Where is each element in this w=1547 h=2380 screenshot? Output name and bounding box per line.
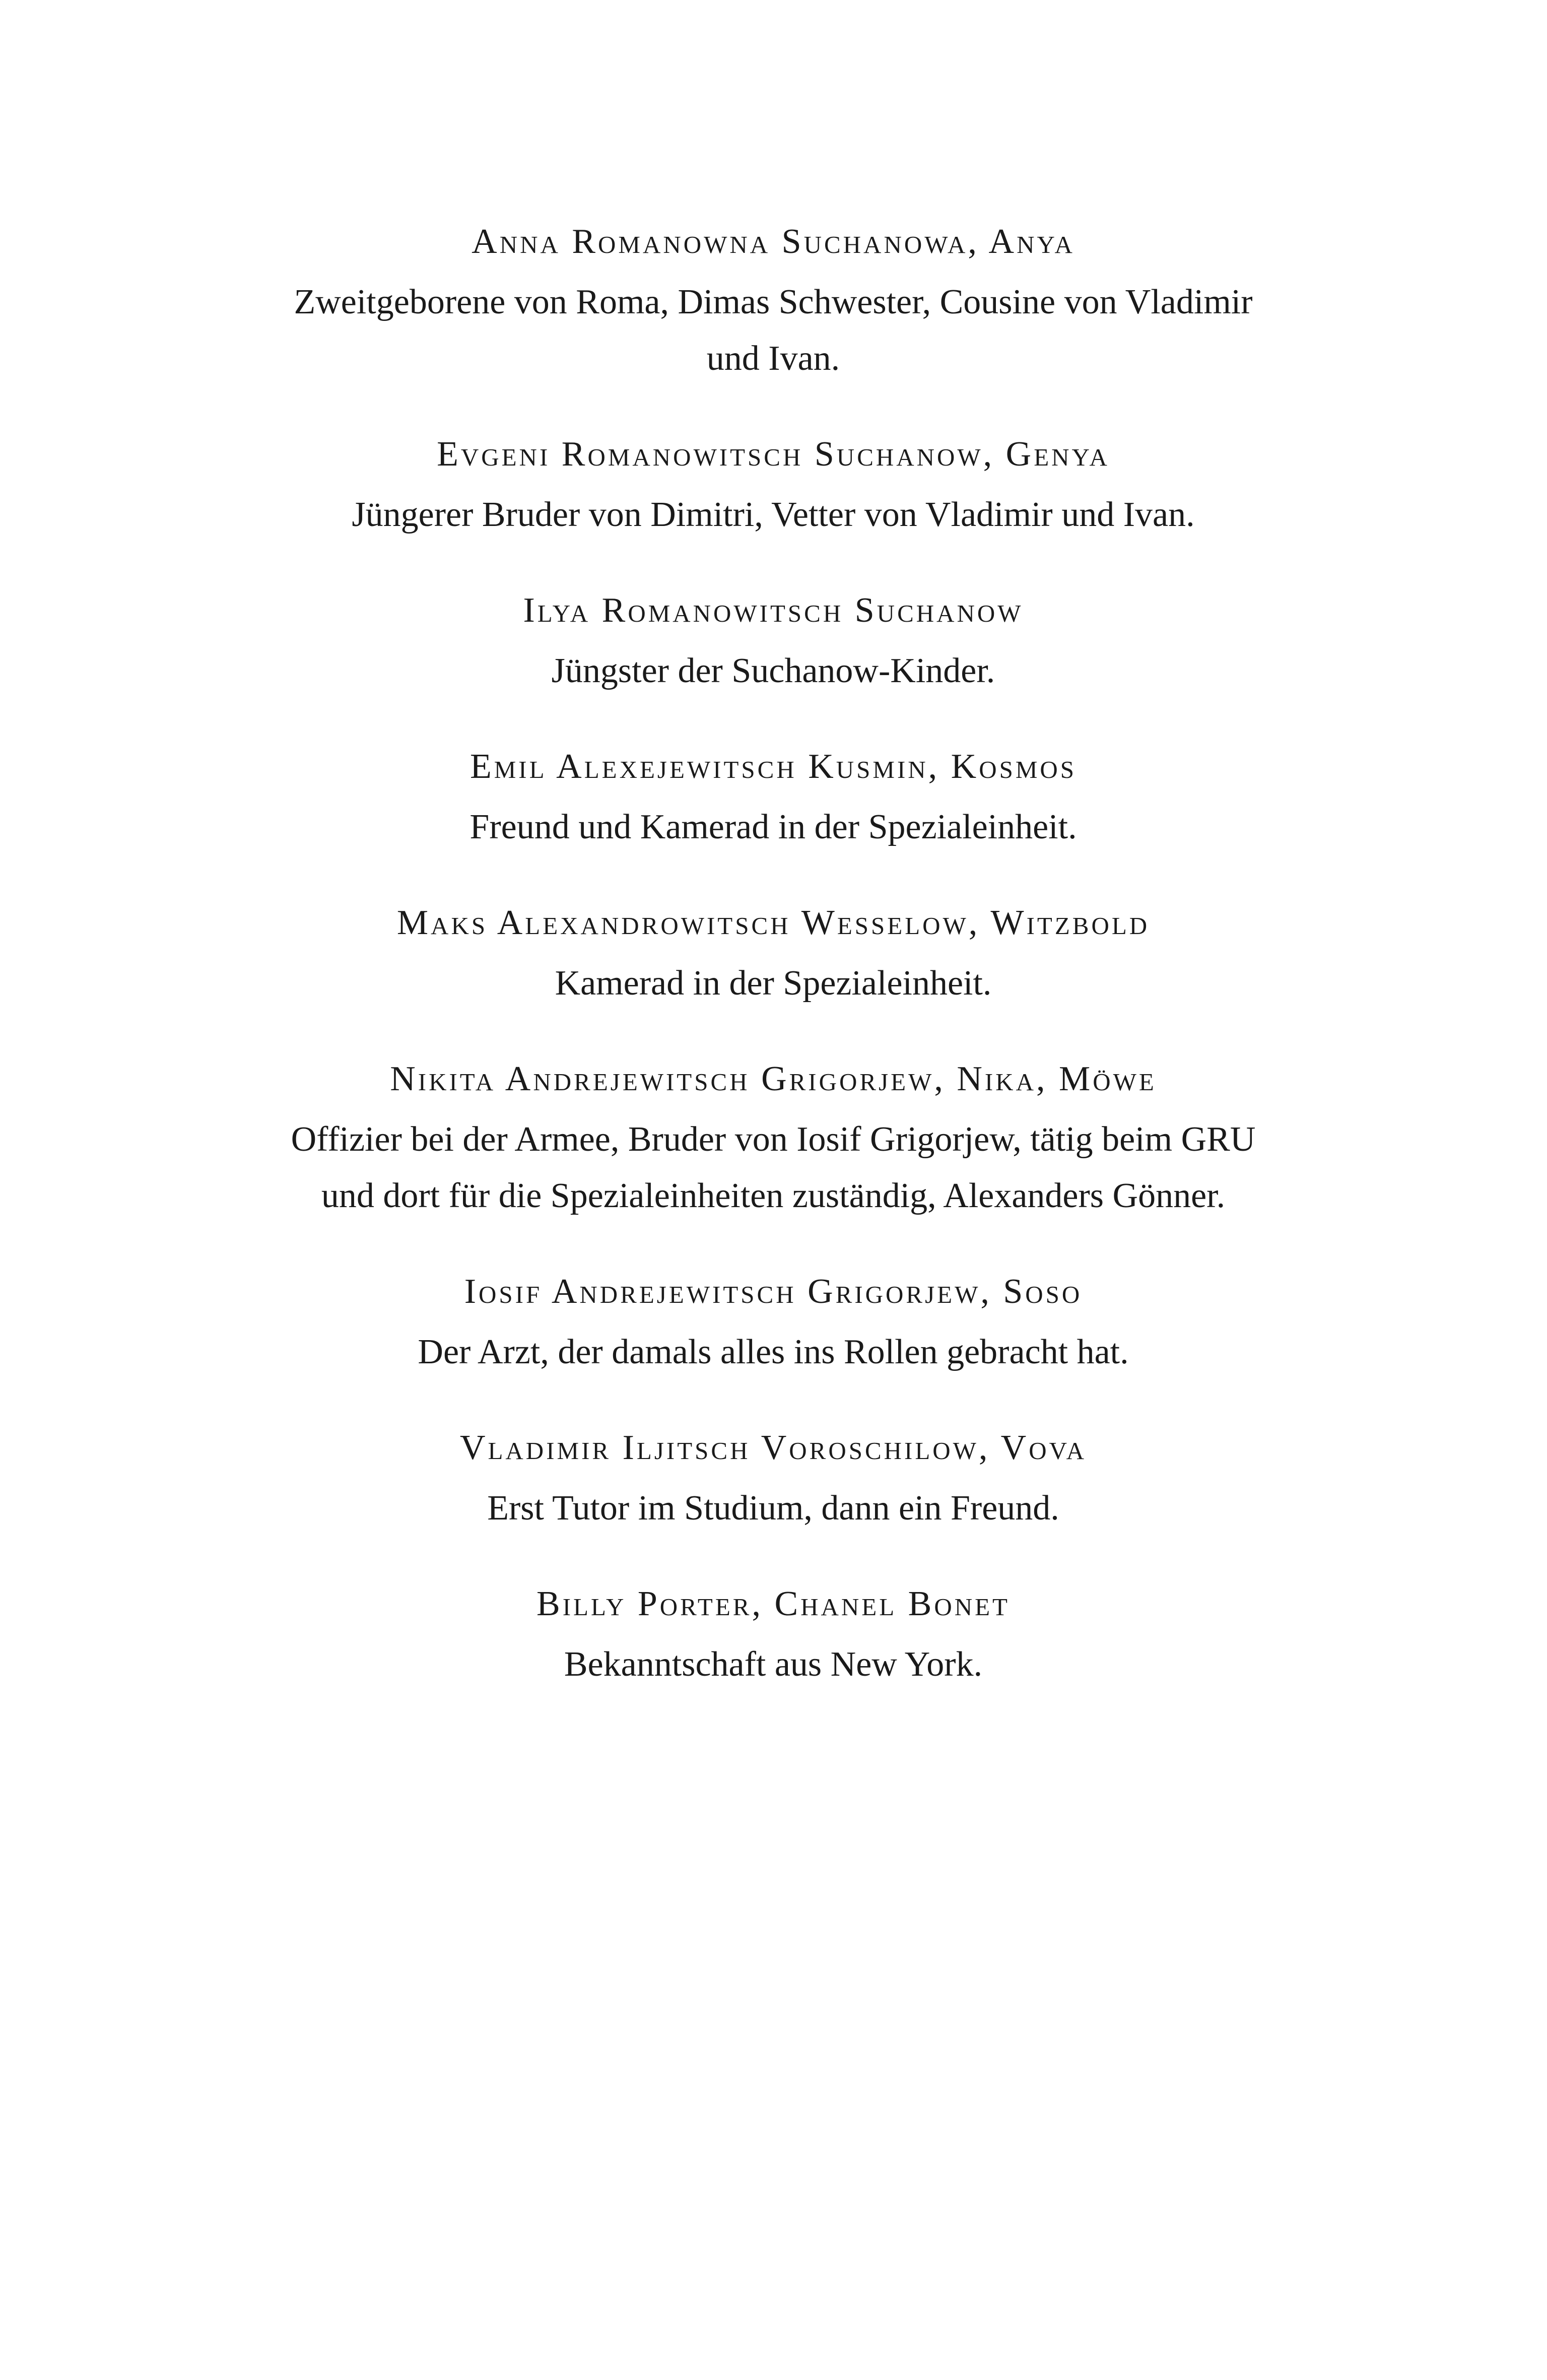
character-description: Offizier bei der Armee, Bruder von Iosif Grigorjew, tätig beim GRU und dort für die Spezialeinheiten zuständig, Alexanders Gönner. xyxy=(291,1120,1256,1215)
character-entry xyxy=(282,585,1264,699)
character-name: Anna Romanowna Suchanowa, Anya xyxy=(472,222,1075,261)
character-entry xyxy=(282,1423,1264,1537)
character-name: Iosif Andrejewitsch Grigorjew, Soso xyxy=(464,1272,1083,1311)
character-name: Emil Alexejewitsch Kusmin, Kosmos xyxy=(469,747,1077,786)
character-description: Freund und Kamerad in der Spezialeinheit. xyxy=(469,808,1077,846)
character-description: Bekanntschaft aus New York. xyxy=(564,1645,983,1684)
character-name: Billy Porter, Chanel Bonet xyxy=(536,1584,1010,1623)
character-description: Jüngerer Bruder von Dimitri, Vetter von Vladimir und Ivan. xyxy=(352,495,1195,534)
character-name: Evgeni Romanowitsch Suchanow, Genya xyxy=(437,435,1110,474)
character-entry xyxy=(282,742,1264,855)
character-entry xyxy=(282,898,1264,1012)
character-entry xyxy=(282,1267,1264,1380)
character-description: Zweitgeborene von Roma, Dimas Schwester, Cousine von Vladimir und Ivan. xyxy=(294,283,1253,378)
character-name: Nikita Andrejewitsch Grigorjew, Nika, Möwe xyxy=(390,1060,1157,1098)
character-name: Ilya Romanowitsch Suchanow xyxy=(523,591,1024,630)
character-list xyxy=(282,217,1264,1735)
character-description: Der Arzt, der damals alles ins Rollen gebracht hat. xyxy=(418,1333,1129,1371)
character-entry xyxy=(282,217,1264,387)
character-name: Maks Alexandrowitsch Wesselow, Witzbold xyxy=(396,903,1150,942)
character-name: Vladimir Iljitsch Voroschilow, Vova xyxy=(459,1428,1087,1467)
character-description: Jüngster der Suchanow-Kinder. xyxy=(551,651,995,690)
character-entry xyxy=(282,429,1264,543)
character-description: Erst Tutor im Studium, dann ein Freund. xyxy=(487,1489,1059,1528)
character-entry xyxy=(282,1054,1264,1224)
character-description: Kamerad in der Spezialeinheit. xyxy=(555,964,992,1003)
character-entry xyxy=(282,1579,1264,1693)
